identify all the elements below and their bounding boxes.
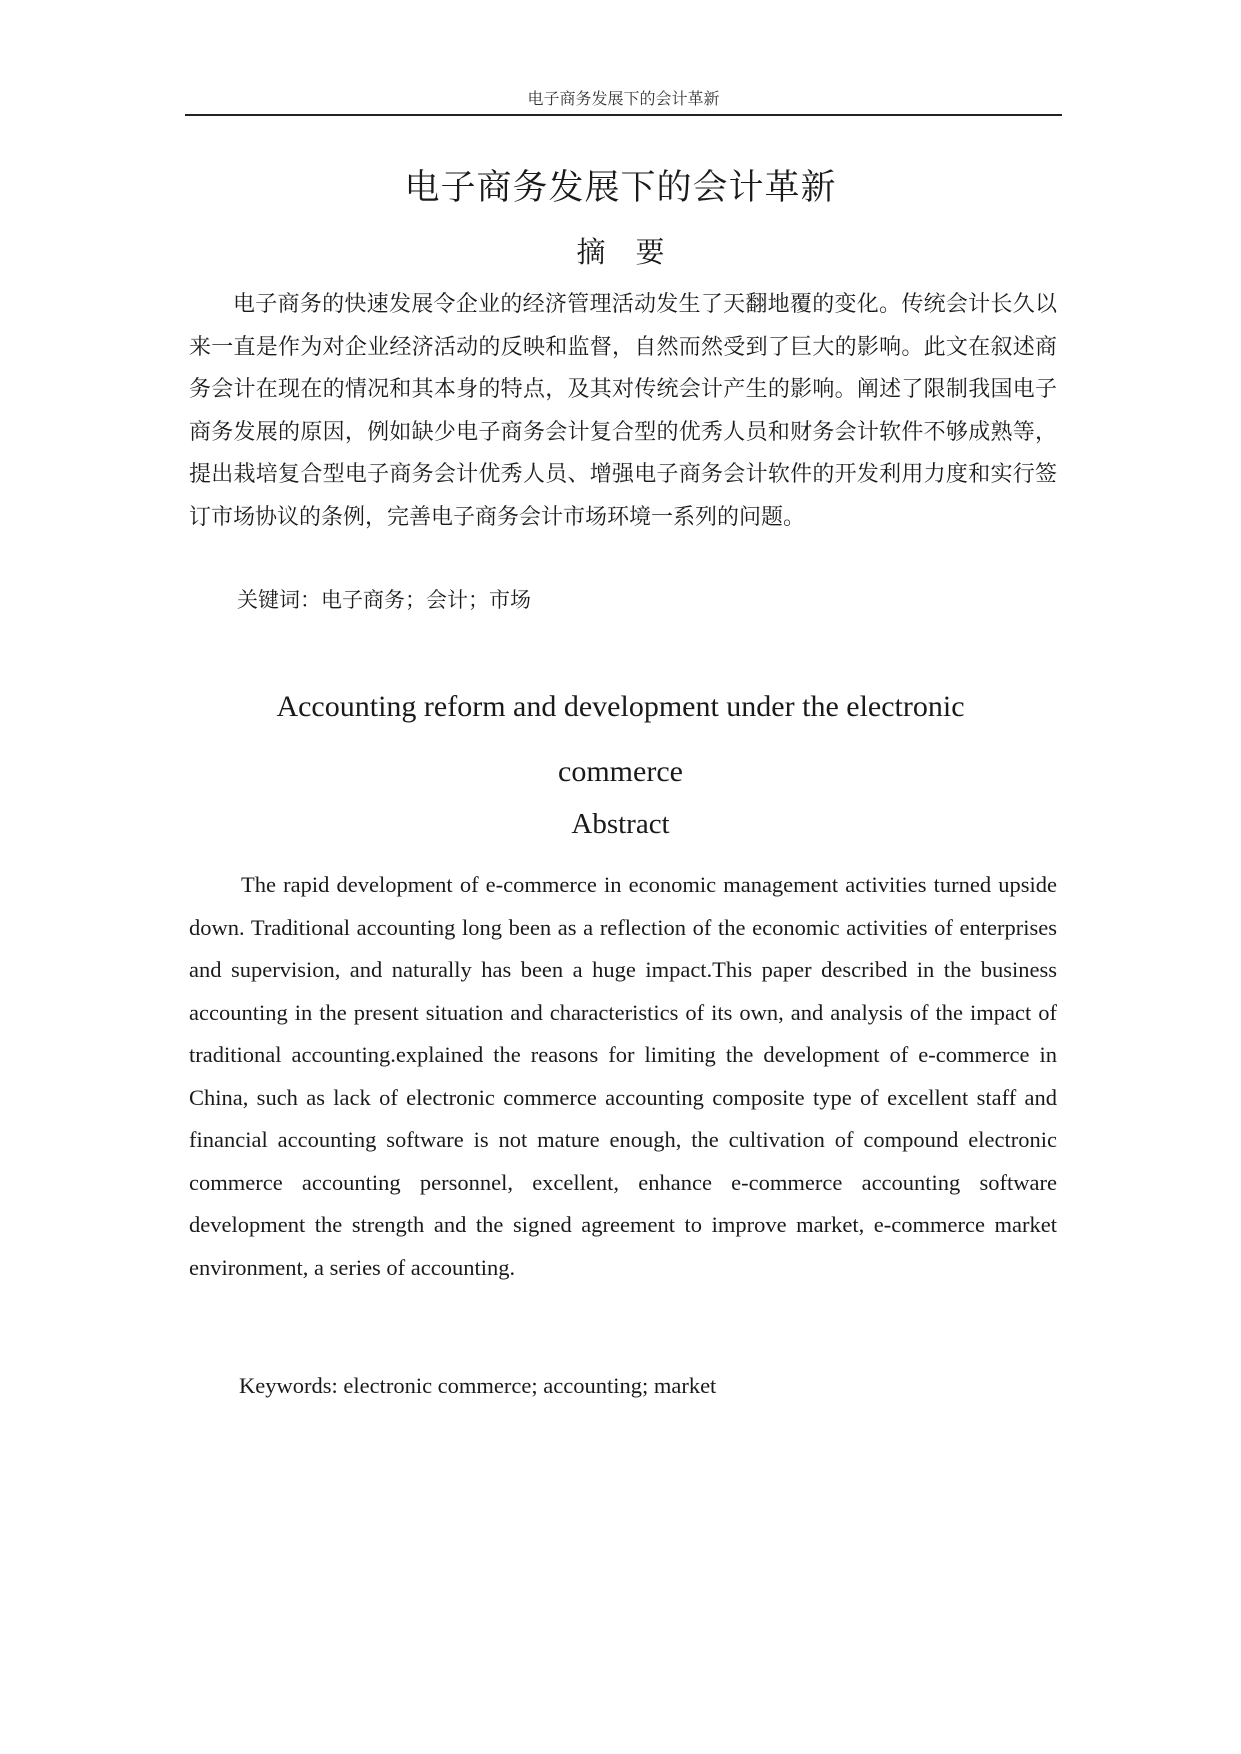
cn-abstract-heading: 摘要 xyxy=(576,235,695,269)
en-keywords: Keywords: electronic commerce; accounting; market xyxy=(239,1373,717,1398)
en-abstract-heading: Abstract xyxy=(571,808,670,840)
en-title-line-1: Accounting reform and development under the electronic xyxy=(276,690,965,723)
cn-title: 电子商务发展下的会计革新 xyxy=(404,168,837,208)
cn-abstract-body: 电子商务的快速发展令企业的经济管理活动发生了天翻地覆的变化。传统会计长久以来一直是作为对企业经济活动的反映和监督，自然而然受到了巨大的影响。此文在叙述商务会计在现在的情况和其本身的特点，及其对传统会计产生的影响。阐述了限制我国电子商务发展的原因，例如缺少电子商务会计复合型的优秀人员和财务会计软件不够成熟等，提出栽培复合型电子商务会计优秀人员、增强电子商务会计软件的开发利用力度和实行签订市场协议的条例，完善电子商务会计市场环境一系列的问题。 xyxy=(189,292,1057,530)
cn-keywords: 关键词：电子商务；会计；市场 xyxy=(237,588,531,612)
header-divider xyxy=(185,114,1062,116)
running-header: 电子商务发展下的会计革新 xyxy=(527,89,720,108)
en-title xyxy=(0,674,1241,804)
en-abstract-body: The rapid development of e-commerce in economic management activities turned upside down. Traditional accounting long been as a reflection of the economic activities of enterprises and supervision, and naturally has been a huge impact.This paper described in the business accounting in the present situation and characteristics of its own, and analysis of the impact of traditional accounting.explained the reasons for limiting the development of e-commerce in China, such as lack of electronic commerce accounting composite type of excellent staff and financial accounting software is not mature enough, the cultivation of compound electronic commerce accounting personnel, excellent, enhance e-commerce accounting software development the strength and the signed agreement to improve market, e-commerce market environment, a series of accounting. xyxy=(189,872,1057,1280)
en-title-line-2: commerce xyxy=(558,755,683,788)
